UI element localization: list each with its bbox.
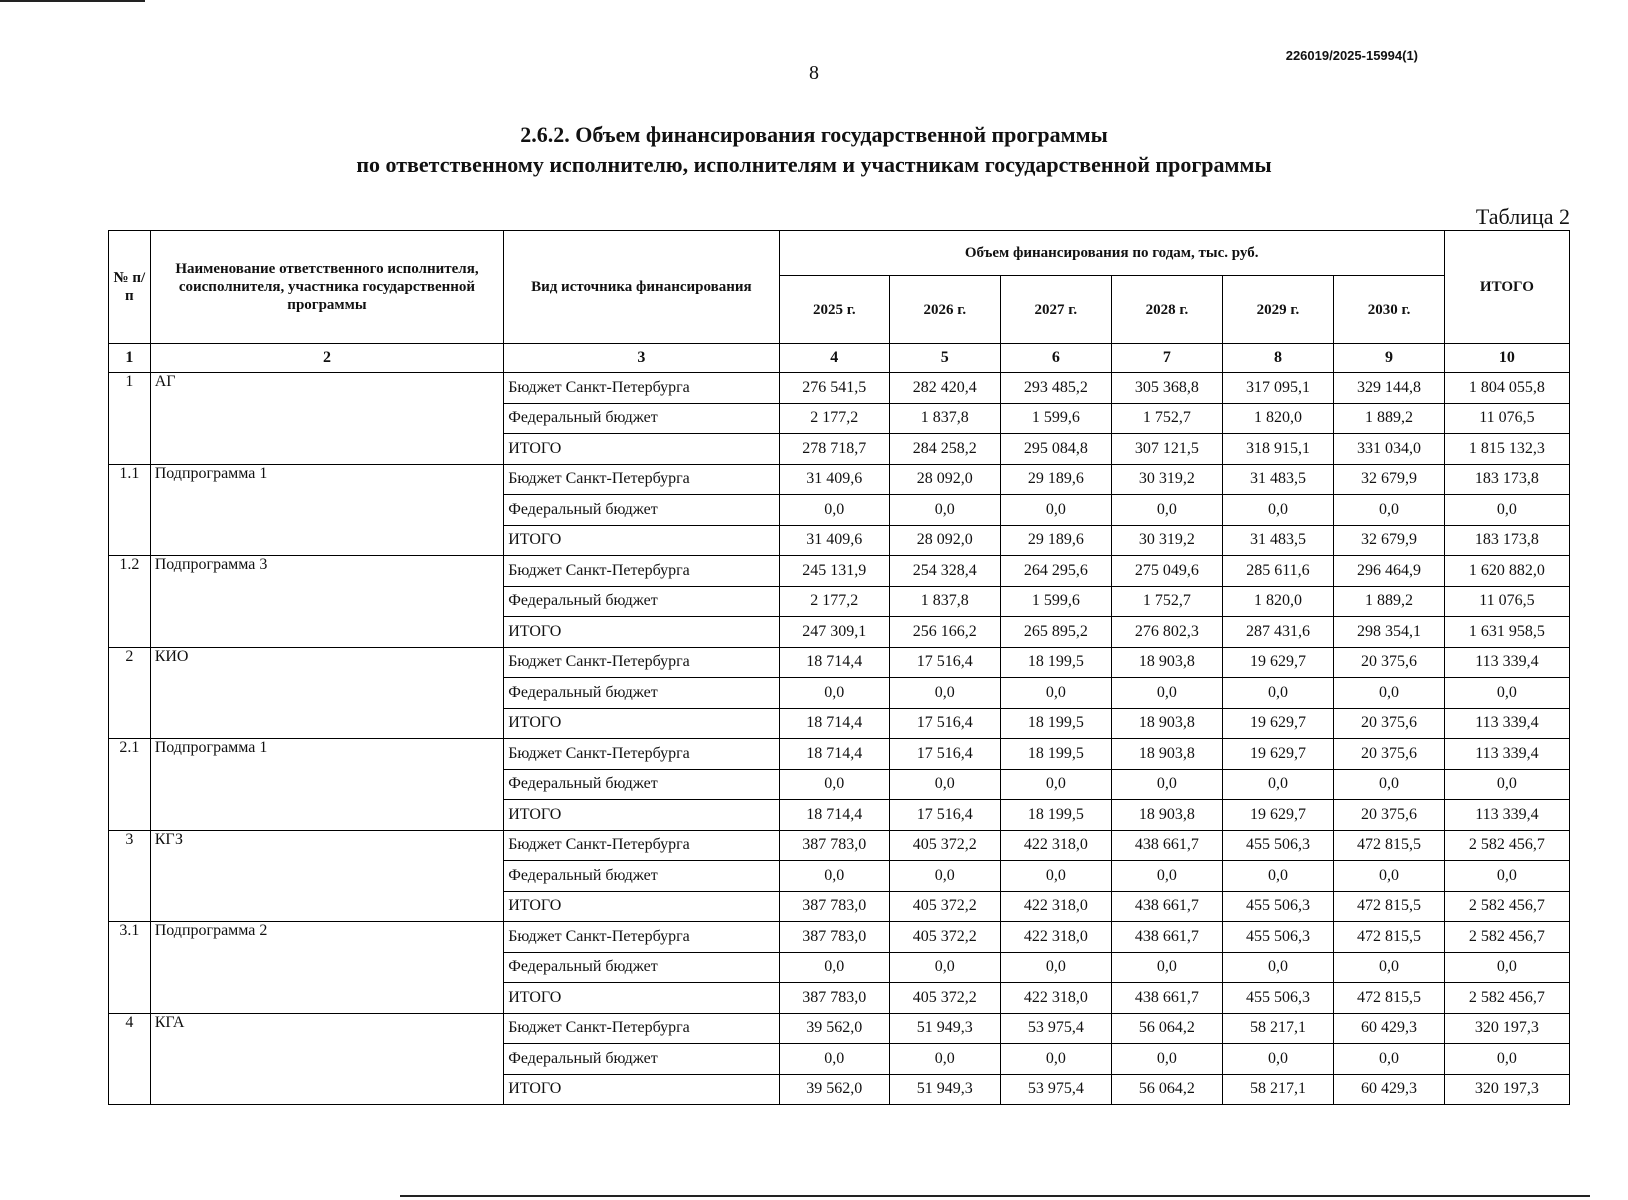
total-cell: 0,0 (1444, 495, 1569, 526)
header-year: 2026 г. (890, 276, 1001, 344)
amount-cell: 0,0 (1112, 495, 1223, 526)
amount-cell: 472 815,5 (1334, 983, 1445, 1014)
amount-cell: 0,0 (1222, 678, 1334, 709)
amount-cell: 0,0 (779, 495, 890, 526)
amount-cell: 0,0 (1334, 495, 1445, 526)
amount-cell: 278 718,7 (779, 434, 890, 465)
funding-source: Федеральный бюджет (504, 769, 779, 800)
amount-cell: 1 889,2 (1334, 586, 1445, 617)
amount-cell: 28 092,0 (890, 525, 1001, 556)
row-index: 2 (109, 647, 151, 739)
executor-name: КИО (150, 647, 504, 739)
amount-cell: 58 217,1 (1222, 1074, 1334, 1105)
amount-cell: 30 319,2 (1112, 464, 1223, 495)
amount-cell: 19 629,7 (1222, 708, 1334, 739)
amount-cell: 0,0 (890, 1044, 1001, 1075)
amount-cell: 287 431,6 (1222, 617, 1334, 648)
amount-cell: 17 516,4 (890, 708, 1001, 739)
amount-cell: 245 131,9 (779, 556, 890, 587)
amount-cell: 438 661,7 (1112, 922, 1223, 953)
funding-source: Федеральный бюджет (504, 952, 779, 983)
amount-cell: 17 516,4 (890, 647, 1001, 678)
amount-cell: 295 084,8 (1000, 434, 1112, 465)
executor-name: Подпрограмма 1 (150, 464, 504, 556)
amount-cell: 265 895,2 (1000, 617, 1112, 648)
amount-cell: 2 177,2 (779, 586, 890, 617)
funding-source: Федеральный бюджет (504, 495, 779, 526)
funding-source: Бюджет Санкт-Петербурга (504, 922, 779, 953)
executor-name: Подпрограмма 1 (150, 739, 504, 831)
amount-cell: 19 629,7 (1222, 800, 1334, 831)
row-index: 1.1 (109, 464, 151, 556)
amount-cell: 18 714,4 (779, 800, 890, 831)
amount-cell: 30 319,2 (1112, 525, 1223, 556)
amount-cell: 422 318,0 (1000, 830, 1112, 861)
total-cell: 2 582 456,7 (1444, 983, 1569, 1014)
table-row (109, 922, 1570, 953)
amount-cell: 56 064,2 (1112, 1013, 1223, 1044)
amount-cell: 329 144,8 (1334, 373, 1445, 404)
column-number: 9 (1334, 344, 1445, 373)
amount-cell: 405 372,2 (890, 891, 1001, 922)
amount-cell: 296 464,9 (1334, 556, 1445, 587)
amount-cell: 56 064,2 (1112, 1074, 1223, 1105)
amount-cell: 455 506,3 (1222, 891, 1334, 922)
amount-cell: 0,0 (1222, 952, 1334, 983)
amount-cell: 0,0 (1000, 678, 1112, 709)
amount-cell: 254 328,4 (890, 556, 1001, 587)
amount-cell: 285 611,6 (1222, 556, 1334, 587)
amount-cell: 293 485,2 (1000, 373, 1112, 404)
amount-cell: 422 318,0 (1000, 891, 1112, 922)
total-cell: 0,0 (1444, 861, 1569, 892)
amount-cell: 387 783,0 (779, 891, 890, 922)
funding-source: ИТОГО (504, 525, 779, 556)
header-years-group: Объем финансирования по годам, тыс. руб. (779, 231, 1444, 276)
page-number: 8 (809, 62, 819, 84)
amount-cell: 0,0 (779, 952, 890, 983)
total-cell: 113 339,4 (1444, 800, 1569, 831)
amount-cell: 422 318,0 (1000, 983, 1112, 1014)
amount-cell: 422 318,0 (1000, 922, 1112, 953)
amount-cell: 20 375,6 (1334, 647, 1445, 678)
amount-cell: 0,0 (1000, 1044, 1112, 1075)
total-cell: 320 197,3 (1444, 1074, 1569, 1105)
amount-cell: 256 166,2 (890, 617, 1001, 648)
title-line-1: 2.6.2. Объем финансирования государственной программы (520, 122, 1108, 147)
amount-cell: 0,0 (890, 495, 1001, 526)
amount-cell: 0,0 (1112, 861, 1223, 892)
amount-cell: 0,0 (779, 1044, 890, 1075)
amount-cell: 60 429,3 (1334, 1013, 1445, 1044)
amount-cell: 0,0 (1334, 678, 1445, 709)
amount-cell: 0,0 (1334, 861, 1445, 892)
amount-cell: 32 679,9 (1334, 464, 1445, 495)
funding-source: ИТОГО (504, 891, 779, 922)
total-cell: 183 173,8 (1444, 525, 1569, 556)
amount-cell: 18 199,5 (1000, 739, 1112, 770)
amount-cell: 0,0 (1334, 1044, 1445, 1075)
amount-cell: 405 372,2 (890, 983, 1001, 1014)
document-id: 226019/2025-15994(1) (1285, 48, 1418, 63)
funding-source: Федеральный бюджет (504, 1044, 779, 1075)
amount-cell: 282 420,4 (890, 373, 1001, 404)
table-label: Таблица 2 (1475, 204, 1570, 229)
total-cell: 113 339,4 (1444, 739, 1569, 770)
column-number: 3 (504, 344, 779, 373)
amount-cell: 0,0 (1000, 952, 1112, 983)
row-index: 1.2 (109, 556, 151, 648)
funding-source: ИТОГО (504, 983, 779, 1014)
amount-cell: 0,0 (890, 769, 1001, 800)
funding-source: ИТОГО (504, 800, 779, 831)
row-index: 2.1 (109, 739, 151, 831)
amount-cell: 0,0 (890, 678, 1001, 709)
funding-source: Бюджет Санкт-Петербурга (504, 1013, 779, 1044)
amount-cell: 438 661,7 (1112, 891, 1223, 922)
amount-cell: 29 189,6 (1000, 525, 1112, 556)
amount-cell: 405 372,2 (890, 922, 1001, 953)
column-number: 1 (109, 344, 151, 373)
amount-cell: 18 199,5 (1000, 800, 1112, 831)
amount-cell: 387 783,0 (779, 983, 890, 1014)
amount-cell: 51 949,3 (890, 1013, 1001, 1044)
amount-cell: 472 815,5 (1334, 922, 1445, 953)
amount-cell: 305 368,8 (1112, 373, 1223, 404)
amount-cell: 0,0 (1222, 495, 1334, 526)
amount-cell: 1 820,0 (1222, 586, 1334, 617)
amount-cell: 20 375,6 (1334, 708, 1445, 739)
amount-cell: 455 506,3 (1222, 983, 1334, 1014)
header-year: 2028 г. (1112, 276, 1223, 344)
amount-cell: 0,0 (890, 861, 1001, 892)
amount-cell: 20 375,6 (1334, 800, 1445, 831)
amount-cell: 318 915,1 (1222, 434, 1334, 465)
column-number: 8 (1222, 344, 1334, 373)
funding-source: Федеральный бюджет (504, 403, 779, 434)
executor-name: Подпрограмма 3 (150, 556, 504, 648)
row-index: 4 (109, 1013, 151, 1105)
table-row (109, 1013, 1570, 1044)
amount-cell: 2 177,2 (779, 403, 890, 434)
bottom-rule (400, 1195, 1590, 1197)
header-name: Наименование ответственного исполнителя, соисполнителя, участника государственной программы (150, 231, 504, 344)
amount-cell: 31 483,5 (1222, 525, 1334, 556)
funding-source: ИТОГО (504, 708, 779, 739)
funding-source: Бюджет Санкт-Петербурга (504, 647, 779, 678)
funding-source: Бюджет Санкт-Петербурга (504, 830, 779, 861)
amount-cell: 298 354,1 (1334, 617, 1445, 648)
funding-source: Бюджет Санкт-Петербурга (504, 373, 779, 404)
amount-cell: 20 375,6 (1334, 739, 1445, 770)
funding-source: ИТОГО (504, 1074, 779, 1105)
amount-cell: 387 783,0 (779, 830, 890, 861)
amount-cell: 51 949,3 (890, 1074, 1001, 1105)
amount-cell: 1 889,2 (1334, 403, 1445, 434)
executor-name: КГА (150, 1013, 504, 1105)
amount-cell: 32 679,9 (1334, 525, 1445, 556)
amount-cell: 28 092,0 (890, 464, 1001, 495)
amount-cell: 0,0 (1112, 952, 1223, 983)
amount-cell: 1 752,7 (1112, 403, 1223, 434)
title-line-2: по ответственному исполнителю, исполнителям и участникам государственной программы (356, 152, 1272, 177)
amount-cell: 276 541,5 (779, 373, 890, 404)
amount-cell: 19 629,7 (1222, 739, 1334, 770)
amount-cell: 0,0 (1112, 769, 1223, 800)
total-cell: 320 197,3 (1444, 1013, 1569, 1044)
amount-cell: 438 661,7 (1112, 983, 1223, 1014)
table-row (109, 647, 1570, 678)
table-row (109, 556, 1570, 587)
total-cell: 0,0 (1444, 769, 1569, 800)
total-cell: 1 804 055,8 (1444, 373, 1569, 404)
table-row (109, 830, 1570, 861)
amount-cell: 275 049,6 (1112, 556, 1223, 587)
amount-cell: 284 258,2 (890, 434, 1001, 465)
amount-cell: 307 121,5 (1112, 434, 1223, 465)
column-number: 7 (1112, 344, 1223, 373)
funding-source: Федеральный бюджет (504, 861, 779, 892)
total-cell: 183 173,8 (1444, 464, 1569, 495)
amount-cell: 1 752,7 (1112, 586, 1223, 617)
amount-cell: 18 903,8 (1112, 647, 1223, 678)
amount-cell: 1 837,8 (890, 586, 1001, 617)
amount-cell: 0,0 (779, 769, 890, 800)
amount-cell: 18 199,5 (1000, 708, 1112, 739)
amount-cell: 455 506,3 (1222, 922, 1334, 953)
amount-cell: 438 661,7 (1112, 830, 1223, 861)
column-number: 5 (890, 344, 1001, 373)
amount-cell: 18 903,8 (1112, 708, 1223, 739)
table-row (109, 739, 1570, 770)
amount-cell: 387 783,0 (779, 922, 890, 953)
row-index: 3 (109, 830, 151, 922)
amount-cell: 1 837,8 (890, 403, 1001, 434)
amount-cell: 39 562,0 (779, 1074, 890, 1105)
amount-cell: 53 975,4 (1000, 1013, 1112, 1044)
amount-cell: 247 309,1 (779, 617, 890, 648)
amount-cell: 472 815,5 (1334, 891, 1445, 922)
financing-table (108, 230, 1570, 1105)
amount-cell: 18 903,8 (1112, 800, 1223, 831)
executor-name: КГЗ (150, 830, 504, 922)
total-cell: 11 076,5 (1444, 403, 1569, 434)
amount-cell: 60 429,3 (1334, 1074, 1445, 1105)
amount-cell: 455 506,3 (1222, 830, 1334, 861)
amount-cell: 18 714,4 (779, 647, 890, 678)
header-total: ИТОГО (1444, 231, 1569, 344)
total-cell: 0,0 (1444, 678, 1569, 709)
header-source: Вид источника финансирования (504, 231, 779, 344)
total-cell: 113 339,4 (1444, 708, 1569, 739)
amount-cell: 31 483,5 (1222, 464, 1334, 495)
amount-cell: 1 599,6 (1000, 403, 1112, 434)
amount-cell: 31 409,6 (779, 464, 890, 495)
amount-cell: 276 802,3 (1112, 617, 1223, 648)
total-cell: 0,0 (1444, 1044, 1569, 1075)
amount-cell: 18 199,5 (1000, 647, 1112, 678)
amount-cell: 264 295,6 (1000, 556, 1112, 587)
top-rule (0, 0, 145, 2)
amount-cell: 331 034,0 (1334, 434, 1445, 465)
executor-name: Подпрограмма 2 (150, 922, 504, 1014)
amount-cell: 53 975,4 (1000, 1074, 1112, 1105)
table-row (109, 464, 1570, 495)
amount-cell: 0,0 (1000, 861, 1112, 892)
header-num: № п/п (109, 231, 151, 344)
funding-source: Бюджет Санкт-Петербурга (504, 464, 779, 495)
amount-cell: 29 189,6 (1000, 464, 1112, 495)
funding-source: ИТОГО (504, 617, 779, 648)
amount-cell: 18 903,8 (1112, 739, 1223, 770)
amount-cell: 0,0 (1112, 678, 1223, 709)
column-number: 10 (1444, 344, 1569, 373)
total-cell: 11 076,5 (1444, 586, 1569, 617)
column-number: 2 (150, 344, 504, 373)
amount-cell: 472 815,5 (1334, 830, 1445, 861)
total-cell: 2 582 456,7 (1444, 830, 1569, 861)
total-cell: 113 339,4 (1444, 647, 1569, 678)
header-year: 2029 г. (1222, 276, 1334, 344)
amount-cell: 39 562,0 (779, 1013, 890, 1044)
amount-cell: 0,0 (1222, 1044, 1334, 1075)
total-cell: 1 815 132,3 (1444, 434, 1569, 465)
total-cell: 2 582 456,7 (1444, 891, 1569, 922)
amount-cell: 317 095,1 (1222, 373, 1334, 404)
total-cell: 0,0 (1444, 952, 1569, 983)
amount-cell: 19 629,7 (1222, 647, 1334, 678)
total-cell: 1 620 882,0 (1444, 556, 1569, 587)
funding-source: Федеральный бюджет (504, 678, 779, 709)
row-index: 3.1 (109, 922, 151, 1014)
amount-cell: 0,0 (1334, 952, 1445, 983)
amount-cell: 405 372,2 (890, 830, 1001, 861)
executor-name: АГ (150, 373, 504, 465)
header-year: 2030 г. (1334, 276, 1445, 344)
funding-source: Бюджет Санкт-Петербурга (504, 556, 779, 587)
amount-cell: 17 516,4 (890, 739, 1001, 770)
column-number: 4 (779, 344, 890, 373)
amount-cell: 0,0 (1112, 1044, 1223, 1075)
column-number: 6 (1000, 344, 1112, 373)
funding-source: Бюджет Санкт-Петербурга (504, 739, 779, 770)
amount-cell: 31 409,6 (779, 525, 890, 556)
total-cell: 2 582 456,7 (1444, 922, 1569, 953)
amount-cell: 0,0 (1334, 769, 1445, 800)
table-row (109, 373, 1570, 404)
amount-cell: 18 714,4 (779, 739, 890, 770)
funding-source: ИТОГО (504, 434, 779, 465)
amount-cell: 18 714,4 (779, 708, 890, 739)
amount-cell: 0,0 (779, 861, 890, 892)
amount-cell: 1 599,6 (1000, 586, 1112, 617)
header-year: 2025 г. (779, 276, 890, 344)
amount-cell: 0,0 (1222, 769, 1334, 800)
amount-cell: 0,0 (779, 678, 890, 709)
amount-cell: 17 516,4 (890, 800, 1001, 831)
amount-cell: 1 820,0 (1222, 403, 1334, 434)
page-title (0, 120, 1628, 180)
funding-source: Федеральный бюджет (504, 586, 779, 617)
table-body (109, 373, 1570, 1105)
amount-cell: 0,0 (1000, 495, 1112, 526)
amount-cell: 0,0 (890, 952, 1001, 983)
amount-cell: 0,0 (1000, 769, 1112, 800)
row-index: 1 (109, 373, 151, 465)
amount-cell: 58 217,1 (1222, 1013, 1334, 1044)
header-year: 2027 г. (1000, 276, 1112, 344)
amount-cell: 0,0 (1222, 861, 1334, 892)
total-cell: 1 631 958,5 (1444, 617, 1569, 648)
